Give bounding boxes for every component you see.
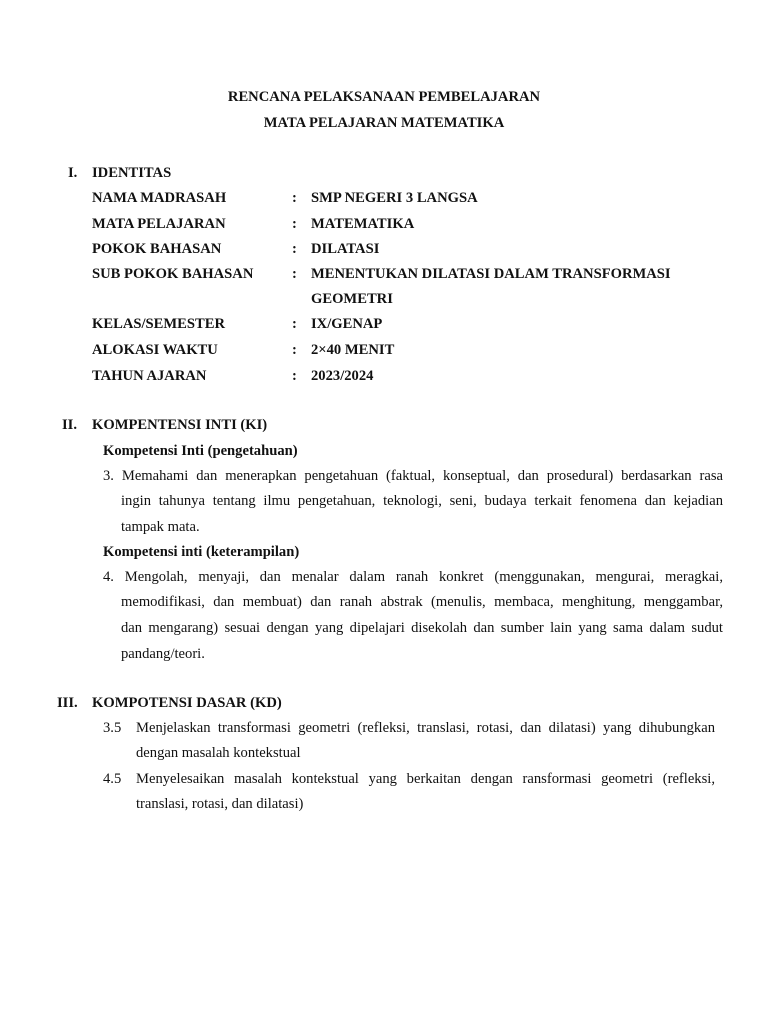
identity-value: 2023/2024 <box>311 368 374 384</box>
identity-colon: : <box>292 190 297 206</box>
ki-skills-text-line: dan mengarang) sesuai dengan yang dipelajari disekolah dan sumber lain yang sama dalam sudut <box>121 620 723 636</box>
ki-skills-text-line: pandang/teori. <box>121 646 205 662</box>
identity-label: SUB POKOK BAHASAN <box>92 266 254 282</box>
kd-item-number: 3.5 <box>103 720 122 736</box>
identity-value: IX/GENAP <box>311 316 383 332</box>
ki-skills-text-line: memodifikasi, dan membuat) dan ranah abstrak (menulis, membaca, menghitung, menggambar, <box>121 594 723 610</box>
section-2-numeral: II. <box>62 417 78 433</box>
identity-colon: : <box>292 241 297 257</box>
document-title: RENCANA PELAKSANAAN PEMBELAJARAN <box>227 89 541 105</box>
identity-colon: : <box>292 368 297 384</box>
identity-label: ALOKASI WAKTU <box>92 342 218 358</box>
ki-knowledge-text-line: tampak mata. <box>121 519 200 535</box>
identity-value: MATEMATIKA <box>311 216 415 232</box>
section-3-heading: KOMPOTENSI DASAR (KD) <box>92 695 282 711</box>
kd-item-number: 4.5 <box>103 771 122 787</box>
ki-skills-text-line: 4. Mengolah, menyaji, dan menalar dalam ranah konkret (menggunakan, mengurai, meragkai, <box>103 569 723 585</box>
identity-label: NAMA MADRASAH <box>92 190 227 206</box>
kd-item-text-line: dengan masalah kontekstual <box>136 745 301 761</box>
identity-colon: : <box>292 266 297 282</box>
identity-label: MATA PELAJARAN <box>92 216 226 232</box>
section-1-numeral: I. <box>68 165 78 181</box>
identity-value: MENENTUKAN DILATASI DALAM TRANSFORMASI <box>311 266 671 282</box>
section-2-heading: KOMPENTENSI INTI (KI) <box>92 417 268 433</box>
identity-value: 2×40 MENIT <box>311 342 395 358</box>
identity-value: SMP NEGERI 3 LANGSA <box>311 190 478 206</box>
ki-knowledge-heading: Kompetensi Inti (pengetahuan) <box>103 443 298 459</box>
identity-colon: : <box>292 316 297 332</box>
ki-knowledge-text-line: 3. Memahami dan menerapkan pengetahuan (faktual, konseptual, dan prosedural) berdasarkan rasa <box>103 468 723 484</box>
identity-colon: : <box>292 342 297 358</box>
ki-skills-heading: Kompetensi inti (keterampilan) <box>103 544 300 560</box>
ki-knowledge-text-line: ingin tahunya tentang ilmu pengetahuan, teknologi, seni, budaya terkait fenomena dan kejadian <box>121 493 723 509</box>
kd-item-text-line: translasi, rotasi, dan dilatasi) <box>136 796 304 812</box>
identity-label: TAHUN AJARAN <box>92 368 207 384</box>
section-1-heading: IDENTITAS <box>92 165 172 181</box>
document-subtitle: MATA PELAJARAN MATEMATIKA <box>263 115 505 131</box>
section-3-numeral: III. <box>57 695 78 711</box>
identity-label: POKOK BAHASAN <box>92 241 222 257</box>
kd-item-text-line: Menyelesaikan masalah kontekstual yang berkaitan dengan ransformasi geometri (refleksi, <box>136 771 715 787</box>
identity-label: KELAS/SEMESTER <box>92 316 226 332</box>
identity-value-continued: GEOMETRI <box>311 291 393 307</box>
kd-item-text-line: Menjelaskan transformasi geometri (refleksi, translasi, rotasi, dan dilatasi) yang dihubungkan <box>136 720 715 736</box>
identity-value: DILATASI <box>311 241 380 257</box>
identity-colon: : <box>292 216 297 232</box>
